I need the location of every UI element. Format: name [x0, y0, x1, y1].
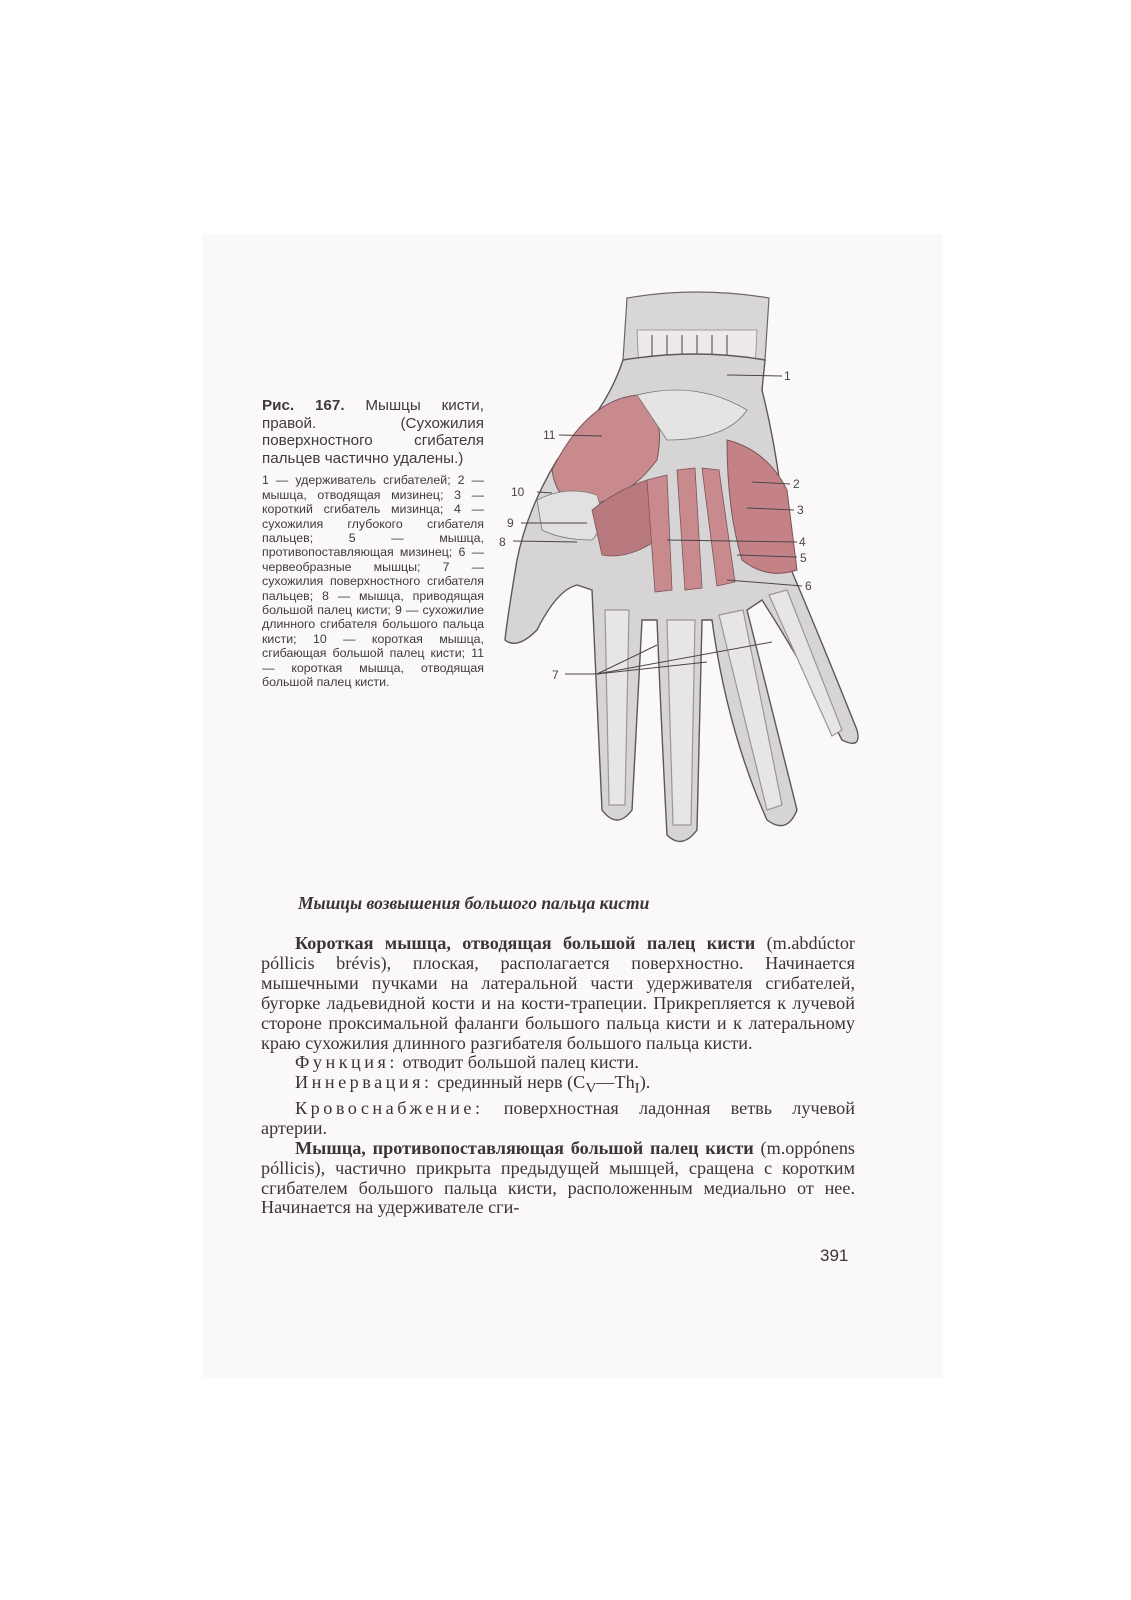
hand-illustration	[497, 290, 872, 850]
paragraph-abductor-text: (m.abdúctor póllicis brévis), плоская, располагается поверхностно. Начинается мышечными пучками на латеральной части удерживателя сгибателей, бугорке ладьевидной кости и на кости-трапеции. Прикрепляется к лучевой стороне проксимальной фаланги большого пальца кисти и к латеральному краю сухожилия длинного разгибателя большого пальца кисти.	[261, 933, 855, 1053]
callout-9: 9	[507, 516, 514, 530]
innervation-line	[261, 1073, 855, 1099]
function-line	[261, 1053, 855, 1073]
blood-supply-line	[261, 1099, 855, 1139]
callout-11: 11	[543, 428, 556, 442]
figure-title	[262, 397, 484, 467]
innervation-label: Иннервация:	[295, 1072, 433, 1093]
figure-title-text: Мышцы кисти, правой. (Сухожилия поверхностного сгибателя пальцев частично удалены.)	[262, 397, 484, 467]
callout-8: 8	[499, 535, 506, 549]
innervation-sub-v: V	[585, 1079, 597, 1097]
callout-10: 10	[511, 485, 525, 499]
callout-2: 2	[793, 477, 800, 491]
callout-6: 6	[805, 579, 812, 593]
blood-supply-text: поверхностная ладонная ветвь лучевой артерии.	[261, 1097, 855, 1138]
callout-7: 7	[552, 668, 559, 682]
blood-supply-label: Кровоснабжение:	[295, 1097, 484, 1118]
paragraph-opponens	[261, 1139, 855, 1219]
figure-caption	[262, 397, 484, 689]
term-opponens: Мышца, противопоставляющая большой палец кисти	[295, 1137, 754, 1158]
paragraph-opponens-text: (m.oppónens póllicis), частично прикрыта предыдущей мышцей, сращена с коротким сгибателем большого пальца кисти, расположенным медиально от нее. Начинается на удерживателе сги-	[261, 1137, 856, 1218]
function-label: Функция:	[295, 1052, 398, 1073]
term-abductor: Короткая мышца, отводящая большой палец кисти	[295, 933, 756, 953]
innervation-text: срединный нерв (C	[432, 1072, 586, 1093]
body-text	[261, 934, 855, 1218]
callout-3: 3	[797, 503, 804, 517]
figure-legend: 1 — удерживатель сгибателей; 2 — мышца, отводящая мизинец; 3 — короткий сгибатель мизинца; 4 — сухожилия глубокого сгибателя пальцев; 5 — мышца, противопоставляющая мизинец; 6 — червеобразные мышцы; 7 — сухожилия поверхностного сгибателя пальцев; 8 — мышца, приводящая большой палец кисти; 9 — сухожилие длинного сгибателя большого пальца кисти; 10 — короткая мышца, сгибающая большой палец кисти; 11 — короткая мышца, отводящая большой палец кисти.	[262, 473, 484, 690]
section-heading: Мышцы возвышения большого пальца кисти	[298, 893, 650, 913]
innervation-mid: —Th	[596, 1072, 635, 1093]
function-text: отводит большой палец кисти.	[397, 1052, 639, 1073]
figure-label: Рис. 167.	[262, 397, 345, 414]
callout-1: 1	[784, 369, 791, 383]
innervation-sub-i: I	[634, 1079, 640, 1097]
paragraph-abductor	[261, 934, 855, 1053]
innervation-end: ).	[639, 1072, 651, 1093]
hand-muscles-drawing	[497, 290, 872, 850]
page-number: 391	[820, 1246, 849, 1265]
callout-5: 5	[800, 551, 807, 565]
callout-4: 4	[799, 535, 806, 549]
